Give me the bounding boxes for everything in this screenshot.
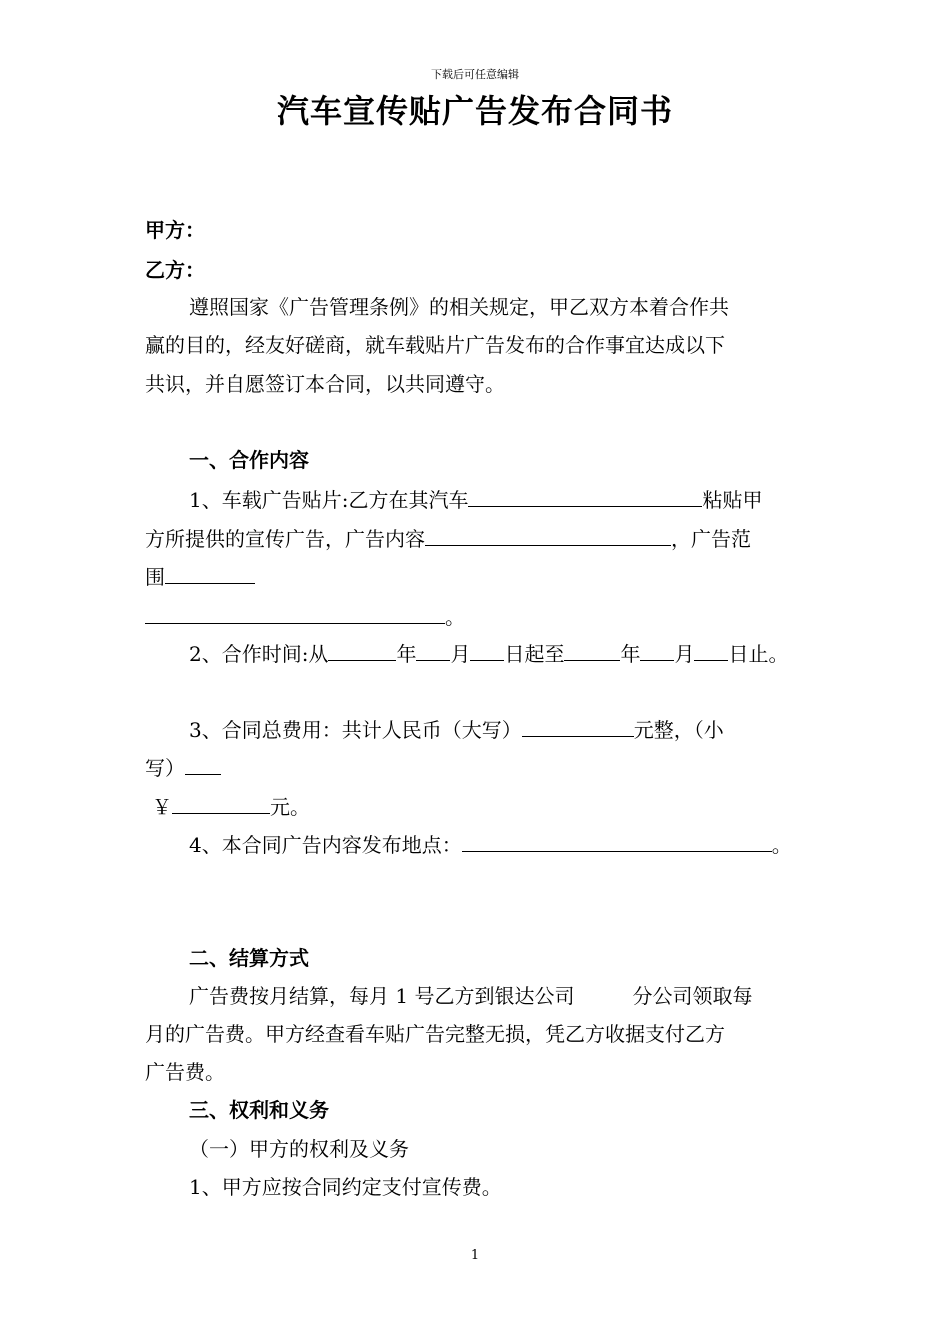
item-2-year-2: 年 <box>620 642 641 666</box>
item-2-month-2: 月 <box>674 642 695 666</box>
location-blank[interactable] <box>462 831 772 852</box>
item-4-line <box>189 831 792 857</box>
yen-sign: ￥ <box>152 795 172 819</box>
start-year-blank[interactable] <box>328 640 396 661</box>
amount-lowercase-blank-2[interactable] <box>172 793 270 814</box>
item-3-text-a: 3、合同总费用：共计人民币（大写） <box>189 718 522 742</box>
item-2-month-1: 月 <box>450 642 471 666</box>
settlement-text-a: 广告费按月结算，每月 1 号乙方到银达公司 <box>189 984 575 1008</box>
item-1-text-a: 1、车载广告贴片:乙方在其汽车 <box>189 488 469 512</box>
section-1-heading: 一、合作内容 <box>189 448 309 472</box>
start-day-blank[interactable] <box>470 640 504 661</box>
end-year-blank[interactable] <box>564 640 620 661</box>
item-2-line <box>189 640 788 666</box>
item-2-day-1: 日起至 <box>504 642 565 666</box>
vehicle-blank[interactable] <box>468 486 702 507</box>
end-month-blank[interactable] <box>640 640 674 661</box>
item-1-text-d: ，广告范 <box>671 527 751 551</box>
document-title: 汽车宣传贴广告发布合同书 <box>276 92 673 130</box>
item-1-text-e: 围 <box>145 565 165 589</box>
settlement-line-3: 广告费。 <box>145 1060 225 1084</box>
item-1-text-c: 方所提供的宣传广告，广告内容 <box>145 527 425 551</box>
party-b-label: 乙方： <box>145 258 205 282</box>
section-2-heading: 二、结算方式 <box>189 946 309 970</box>
item-3-text-c: 写） <box>145 756 185 780</box>
page-number: 1 <box>470 1248 480 1263</box>
item-1-text-b: 粘贴甲 <box>702 488 763 512</box>
item-1-line-3 <box>145 563 255 589</box>
settlement-text-b: 分公司领取每 <box>632 984 753 1008</box>
item-1-line-4 <box>145 603 465 629</box>
settlement-line-2: 月的广告费。甲方经查看车贴广告完整无损，凭乙方收据支付乙方 <box>145 1022 725 1046</box>
item-3-line-1 <box>189 716 724 742</box>
item-1-line-1 <box>189 486 762 512</box>
intro-line-2: 赢的目的，经友好磋商，就车载贴片广告发布的合作事宜达成以下 <box>145 333 725 357</box>
intro-line-3: 共识，并自愿签订本合同，以共同遵守。 <box>145 372 505 396</box>
party-a-duty-1: 1、甲方应按合同约定支付宣传费。 <box>189 1175 502 1199</box>
download-hint: 下载后可任意编辑 <box>431 68 519 81</box>
item-1-line-2 <box>145 525 751 551</box>
party-a-rights-subheading: （一）甲方的权利及义务 <box>189 1137 409 1161</box>
item-1-text-f: 。 <box>445 605 465 629</box>
item-4-text-a: 4、本合同广告内容发布地点： <box>189 833 462 857</box>
section-3-heading: 三、权利和义务 <box>189 1098 329 1122</box>
settlement-line-1 <box>189 984 752 1008</box>
amount-lowercase-blank-1[interactable] <box>185 754 221 775</box>
party-a-label: 甲方： <box>145 218 205 242</box>
item-2-year-1: 年 <box>396 642 417 666</box>
item-3-text-b: 元整，（小 <box>633 718 724 742</box>
item-2-text-a: 2、合作时间:从 <box>189 642 329 666</box>
end-day-blank[interactable] <box>694 640 728 661</box>
start-month-blank[interactable] <box>416 640 450 661</box>
intro-line-1: 遵照国家《广告管理条例》的相关规定，甲乙双方本着合作共 <box>189 295 729 319</box>
ad-scope-blank-2[interactable] <box>145 603 445 624</box>
item-3-text-e: 元。 <box>270 795 310 819</box>
item-3-line-2 <box>145 754 221 780</box>
ad-content-blank[interactable] <box>425 525 671 546</box>
item-3-line-3 <box>152 793 310 819</box>
item-4-text-b: 。 <box>771 833 792 857</box>
item-2-day-2: 日止。 <box>728 642 789 666</box>
ad-scope-blank-1[interactable] <box>165 563 255 584</box>
amount-uppercase-blank[interactable] <box>522 716 634 737</box>
